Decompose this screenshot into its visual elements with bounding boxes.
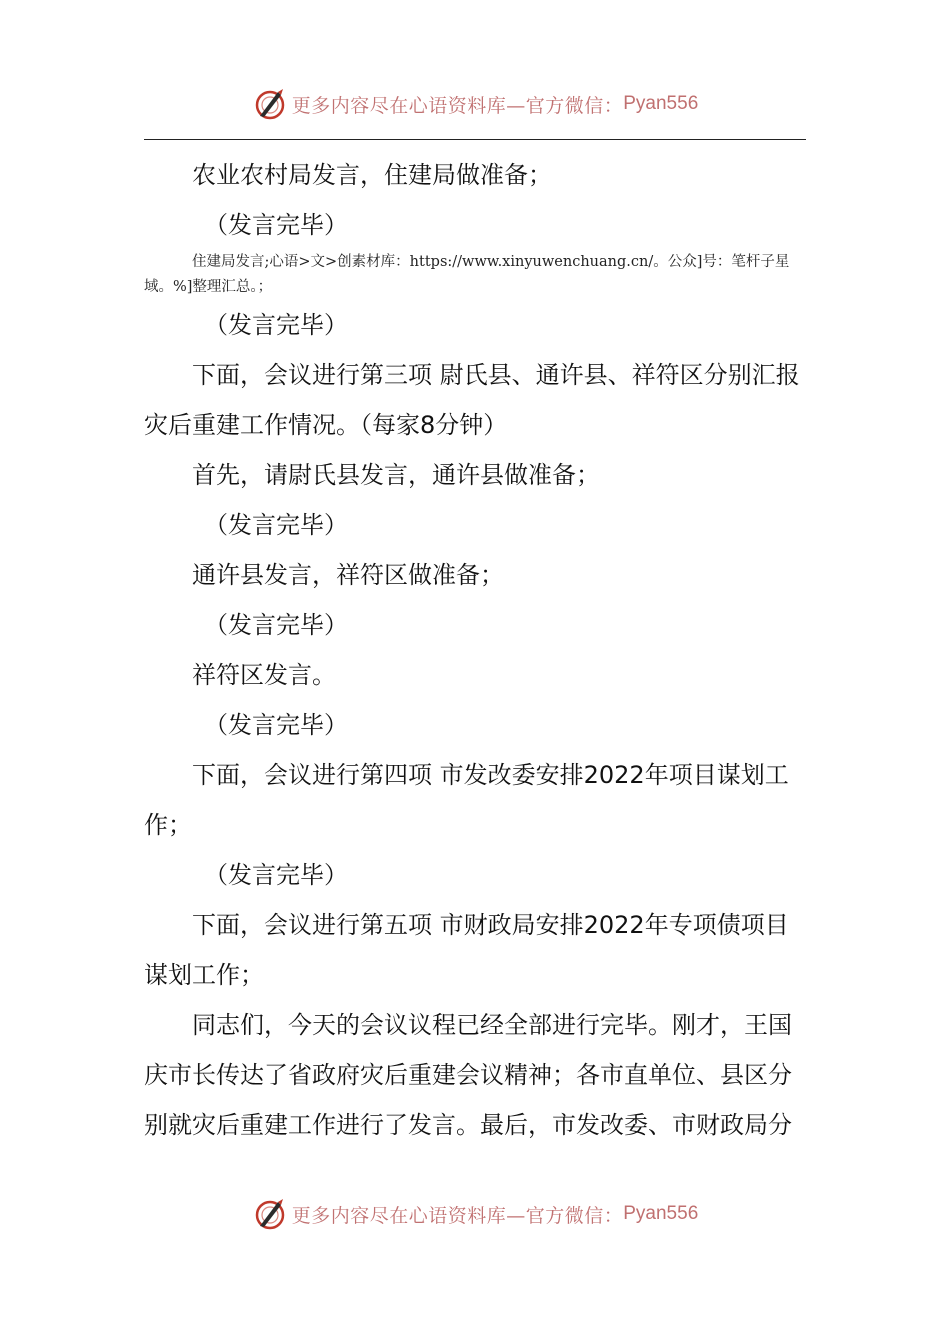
page-footer-banner bbox=[0, 1192, 950, 1236]
paragraph-2: （发言完毕） bbox=[204, 211, 348, 239]
quill-pen-logo-icon bbox=[252, 1196, 288, 1232]
inserted-note-block bbox=[144, 250, 806, 300]
page-header-banner bbox=[0, 82, 950, 126]
paragraph-15: 同志们，今天的会议议程已经全部进行完毕。刚才，王国庆市长传达了省政府灾后重建会议精神；各市直单位、县区分别就灾后重建工作进行了发言。最后，市发改委、市财政局分 bbox=[144, 1011, 792, 1139]
paragraph-6: 首先，请尉氏县发言，通许县做准备； bbox=[192, 461, 600, 489]
paragraph-14: 下面，会议进行第五项 市财政局安排2022年专项债项目谋划工作； bbox=[144, 911, 789, 989]
paragraph-13: （发言完毕） bbox=[204, 861, 348, 889]
header-banner-text: 更多内容尽在心语资料库—官方微信： bbox=[291, 94, 624, 117]
paragraph-4: （发言完毕） bbox=[204, 311, 348, 339]
paragraph-9: （发言完毕） bbox=[204, 611, 348, 639]
paragraph-8: 通许县发言，祥符区做准备； bbox=[192, 561, 504, 589]
footer-banner-text: 更多内容尽在心语资料库—官方微信： bbox=[291, 1204, 624, 1227]
quill-pen-logo-icon bbox=[252, 86, 288, 122]
header-wechat-id: Pyan556 bbox=[623, 93, 699, 114]
header-divider bbox=[144, 139, 806, 140]
paragraph-3-note: 住建局发言;心语>文>创素材库：https://www.xinyuwenchuang.cn/。公众]号：笔杆子星域。%]整理汇总。； bbox=[144, 254, 790, 295]
document-body bbox=[144, 150, 806, 1150]
paragraph-7: （发言完毕） bbox=[204, 511, 348, 539]
paragraph-5: 下面，会议进行第三项 尉氏县、通许县、祥符区分别汇报灾后重建工作情况。（每家8分钟） bbox=[144, 361, 800, 439]
paragraph-12: 下面，会议进行第四项 市发改委安排2022年项目谋划工作； bbox=[144, 761, 789, 839]
paragraph-11: （发言完毕） bbox=[204, 711, 348, 739]
footer-wechat-id: Pyan556 bbox=[623, 1203, 699, 1224]
paragraph-10: 祥符区发言。 bbox=[192, 661, 336, 689]
paragraph-1: 农业农村局发言，住建局做准备； bbox=[192, 161, 552, 189]
